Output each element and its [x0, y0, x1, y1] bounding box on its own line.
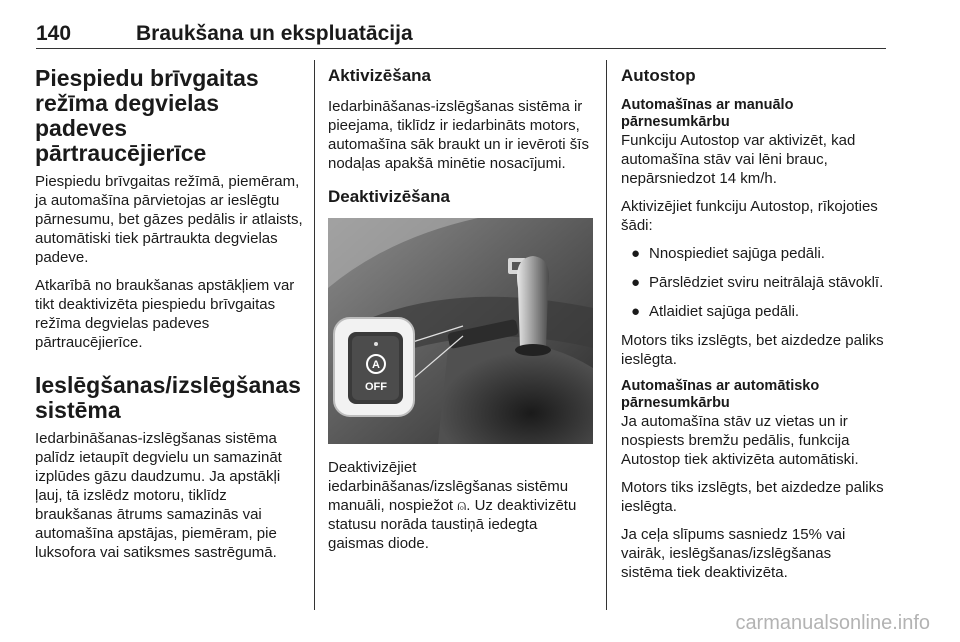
heading-autostop: Autostop: [621, 66, 696, 85]
paragraph: Ja automašīna stāv uz vietas un ir nospiests bremžu pedālis, funkcija Autostop tiek aktivizēta automātiski.: [621, 413, 859, 468]
heading-deactivation: Deaktivizēšana: [328, 187, 450, 206]
steps-list: [621, 244, 886, 321]
section-title-stop-start: Ieslēgšanas/izslēgšanas sistēma: [35, 372, 301, 423]
paragraph: Iedarbināšanas-izslēgšanas sistēma palīdz ietaupīt degvielu un samazināt izplūdes gāzu daudzumu. Ja apstākļi ļauj, tā izslēdz motoru, tiklīdz braukšanas ātrums samazinās vai automašīna apstājas, piemēram, pie luksofora vai satiksmes sastrēgumā.: [35, 430, 282, 561]
column-3: [621, 66, 886, 591]
watermark: carmanualsonline.info: [735, 612, 930, 634]
heading-activation: Aktivizēšana: [328, 66, 431, 85]
list-item: ● Atlaidiet sajūga pedāli.: [631, 303, 800, 320]
column-2: [328, 66, 593, 562]
off-label: OFF: [365, 381, 387, 393]
paragraph: Ja ceļa slīpums sasniedz 15% vai vairāk, ieslēgšanas/izslēgšanas sistēma tiek deaktivizēta.: [621, 526, 846, 581]
page-number: 140: [36, 22, 72, 45]
list-item: ● Nnospiediet sajūga pedāli.: [631, 245, 825, 262]
list-item: ● Pārslēdziet sviru neitrālajā stāvoklī.: [631, 274, 884, 291]
section-title-fuel-cutoff: Piespiedu brīvgaitas režīma degvielas padeves pārtraucējierīce: [35, 65, 259, 166]
column-divider-1: [314, 60, 315, 610]
page-header: [36, 20, 886, 48]
paragraph: Deaktivizējiet iedarbināšanas/izslēgšanas sistēmu manuāli, nospiežot ⍝. Uz deaktivizētu statusu norāda taustiņā iedegta gaismas diode.: [328, 459, 577, 552]
paragraph: Motors tiks izslēgts, bet aizdedze paliks ieslēgta.: [621, 332, 884, 368]
paragraph: Funkciju Autostop var aktivizēt, kad automašīna stāv vai lēni brauc, nepārsniedzot 14 km/h.: [621, 132, 856, 187]
paragraph: Atkarībā no braukšanas apstākļiem var tikt deaktivizēta piespiedu brīvgaitas režīma degvielas padeves pārtraucējierīce.: [35, 277, 295, 351]
paragraph: Piespiedu brīvgaitas režīmā, piemēram, ja automašīna pārvietojas ar ieslēgtu pārnesumu, bet gāzes pedālis ir atlaists, automātiski tiek pārtraukta degvielas padeve.: [35, 173, 303, 266]
chapter-title: Braukšana un ekspluatācija: [136, 22, 413, 45]
column-divider-2: [606, 60, 607, 610]
paragraph: Motors tiks izslēgts, bet aizdedze paliks ieslēgta.: [621, 479, 884, 515]
subheading-manual: Automašīnas ar manuālo pārnesumkārbu: [621, 97, 794, 130]
paragraph: Aktivizējiet funkciju Autostop, rīkojoties šādi:: [621, 198, 878, 234]
stop-start-button-illustration: [328, 218, 593, 444]
header-divider: [36, 48, 886, 49]
svg-text:A: A: [372, 359, 380, 371]
subheading-automatic: Automašīnas ar automātisko pārnesumkārbu: [621, 378, 820, 411]
paragraph: Iedarbināšanas-izslēgšanas sistēma ir pieejama, tiklīdz ir iedarbināts motors, automašīna sāk braukt un ir ievēroti šīs nodaļas apakšā minētie nosacījumi.: [328, 98, 589, 172]
column-1: [35, 66, 303, 571]
